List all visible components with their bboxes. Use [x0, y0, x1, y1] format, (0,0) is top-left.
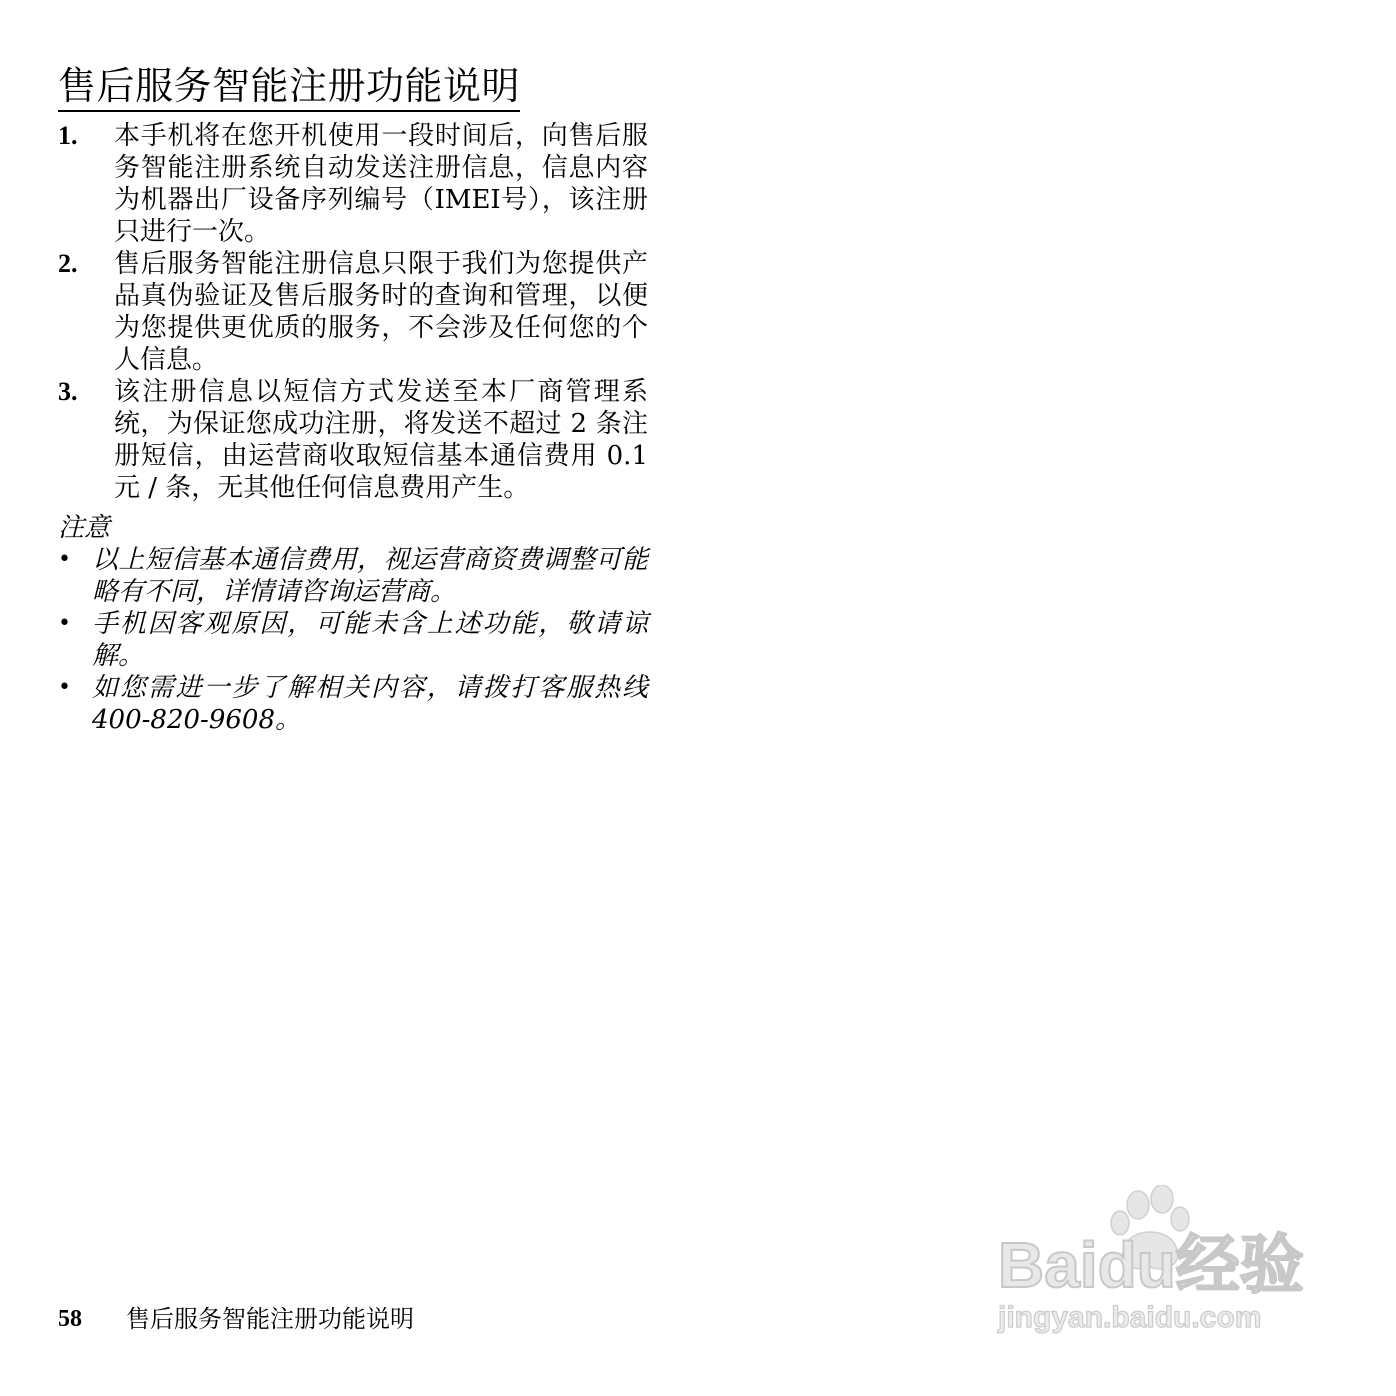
list-item — [58, 376, 648, 504]
bullet-icon: • — [58, 611, 71, 636]
baidu-watermark-logo — [990, 1185, 1320, 1335]
page-footer — [58, 1303, 414, 1335]
bullet-icon: • — [58, 547, 71, 572]
page-number: 58 — [58, 1306, 82, 1332]
main-content — [58, 62, 648, 736]
step-text: 售后服务智能注册信息只限于我们为您提供产品真伪验证及售后服务时的查询和管理，以便为您提供更优质的服务，不会涉及任何您的个人信息。 — [114, 249, 648, 375]
page-title: 售后服务智能注册功能说明 — [58, 62, 520, 112]
steps-list — [58, 120, 648, 504]
watermark-brand-text: Baidu经验 — [998, 1229, 1304, 1301]
watermark-url-text: jingyan.baidu.com — [998, 1301, 1262, 1334]
footer-section-title: 售后服务智能注册功能说明 — [126, 1305, 414, 1333]
list-item — [58, 544, 648, 608]
list-item — [58, 672, 648, 736]
step-text: 本手机将在您开机使用一段时间后，向售后服务智能注册系统自动发送注册信息，信息内容为机器出厂设备序列编号（IMEI号），该注册只进行一次。 — [114, 121, 648, 247]
bullet-icon: • — [58, 675, 71, 700]
note-text: 手机因客观原因，可能未含上述功能，敬请谅解。 — [92, 609, 648, 671]
note-text: 如您需进一步了解相关内容，请拨打客服热线 400-820-9608。 — [92, 673, 648, 735]
step-text: 该注册信息以短信方式发送至本厂商管理系统，为保证您成功注册，将发送不超过 2 条注册短信，由运营商收取短信基本通信费用 0.1 元 / 条，无其他任何信息费用产生。 — [114, 377, 648, 503]
note-heading: 注意 — [58, 513, 111, 543]
step-number: 1. — [58, 121, 78, 150]
step-number: 2. — [58, 249, 78, 278]
list-item — [58, 120, 648, 248]
list-item — [58, 248, 648, 376]
step-number: 3. — [58, 377, 78, 406]
note-text: 以上短信基本通信费用，视运营商资费调整可能略有不同，详情请咨询运营商。 — [92, 545, 648, 607]
list-item — [58, 608, 648, 672]
notes-list — [58, 544, 648, 736]
